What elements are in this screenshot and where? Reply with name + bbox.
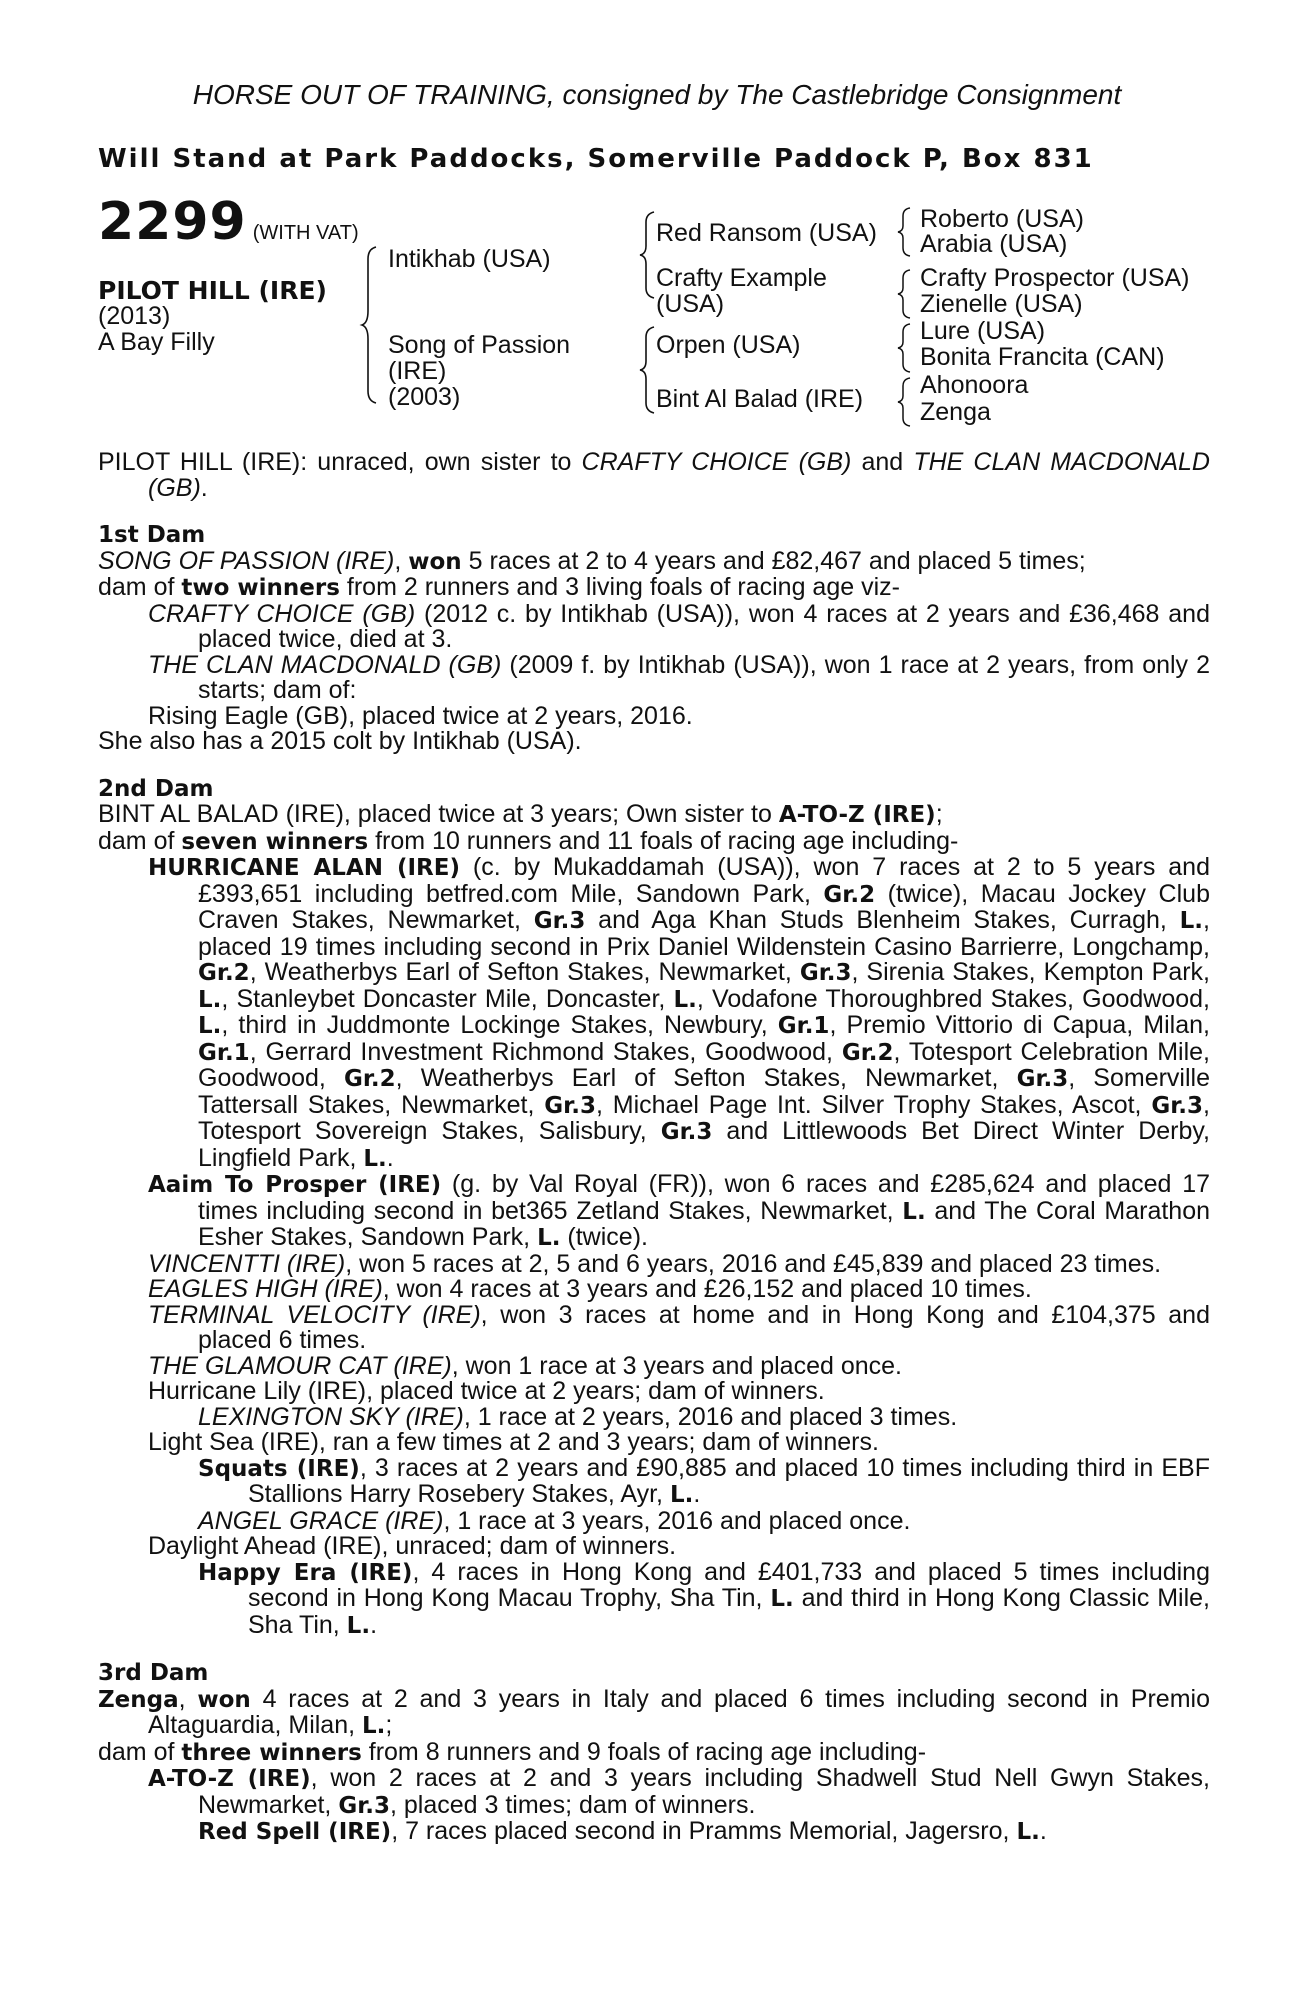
sibling-name: A-TO-Z (IRE) <box>778 802 936 828</box>
ped-sss: Roberto (USA) <box>920 205 1084 233</box>
text: , Michael Page Int. Silver Trophy Stakes, Ascot, <box>595 1090 1152 1119</box>
ped-dam-line1: Song of Passion <box>388 331 571 359</box>
text: , 7 races placed second in Pramms Memorial, Jagersro, <box>391 1817 1017 1845</box>
produce-name: CRAFTY CHOICE (GB) <box>148 599 416 628</box>
text: , won 3 races at home and in Hong Kong and £104,375 and placed 6 times. <box>198 1300 1210 1354</box>
text: 4 races at 2 and 3 years in Italy and placed 6 times including second in Premio Altaguardia, Milan, <box>148 1684 1210 1739</box>
text: BINT AL BALAD (IRE), placed twice at 3 years; Own sister to <box>98 800 779 828</box>
produce-name: A-TO-Z (IRE) <box>148 1766 311 1792</box>
first-dam-line <box>98 546 1210 576</box>
produce-record: (2012 c. by Intikhab (USA)), won 4 races at 2 years and £36,468 and placed twice, died at 3. <box>198 599 1210 653</box>
sep: , <box>178 1684 198 1713</box>
produce-entry <box>98 1300 1210 1354</box>
ped-dam-line3: (2003) <box>388 383 461 411</box>
first-dam-produce-line <box>98 575 1210 602</box>
grade: Gr.3 <box>533 908 586 934</box>
produce-name: Red Spell (IRE) <box>198 1819 392 1845</box>
text: , Sirenia Stakes, Kempton Park, <box>851 958 1210 986</box>
grade: Gr.3 <box>338 1792 390 1819</box>
text: (twice), Macau Jockey Club Craven Stakes, Newmarket, <box>198 879 1210 934</box>
grade: L. <box>198 1013 222 1039</box>
produce-entry <box>98 1819 1210 1846</box>
second-dam-heading: 2nd Dam <box>98 775 214 802</box>
grade: Gr.1 <box>198 1039 250 1066</box>
text: , Totesport Celebration Mile, Goodwood, <box>198 1037 1210 1092</box>
grade: Gr.2 <box>198 960 250 986</box>
winners-count: seven winners <box>181 828 369 855</box>
produce-entry <box>98 650 1210 704</box>
grade: L. <box>537 1225 561 1251</box>
produce-entry: Rising Eagle (GB), placed twice at 2 years, 2016. <box>148 701 693 730</box>
produce-entry <box>98 1453 1210 1509</box>
third-dam-produce-line <box>98 1737 1210 1767</box>
text: , Stanleybet Doncaster Mile, Doncaster, <box>221 984 674 1013</box>
intro-text: PILOT HILL (IRE): unraced, own sister to <box>98 448 582 476</box>
text: , Gerrard Investment Richmond Stakes, Goodwood, <box>249 1037 842 1066</box>
ped-sds: Crafty Prospector (USA) <box>920 264 1190 292</box>
intro-end: . <box>200 473 208 502</box>
grade: L. <box>669 1482 694 1508</box>
grade: Gr.2 <box>841 1039 894 1066</box>
produce-entry <box>98 855 1210 1172</box>
text: , placed 3 times; dam of winners. <box>390 1790 756 1819</box>
ped-dds: Ahonoora <box>920 371 1029 399</box>
second-dam-line <box>98 802 1210 829</box>
first-dam-name: SONG OF PASSION (IRE) <box>98 546 395 575</box>
lot-number: 2299 <box>98 192 247 252</box>
intro-sibling-2: THE CLAN MACDONALD (GB) <box>148 448 1210 502</box>
ped-sdd: Zienelle (USA) <box>920 290 1083 318</box>
text: . <box>370 1610 378 1639</box>
text: from 10 runners and 11 foals of racing age including- <box>368 826 959 855</box>
won-label: won <box>408 548 462 575</box>
produce-entry: Light Sea (IRE), ran a few times at 2 and 3 years; dam of winners. <box>148 1428 879 1456</box>
text: , won 1 race at 3 years and placed once. <box>451 1351 902 1380</box>
grade: Gr.3 <box>1151 1092 1204 1119</box>
text: . <box>693 1480 701 1508</box>
produce-entry <box>98 1351 1210 1380</box>
text: , Totesport Sovereign Stakes, Salisbury, <box>198 1090 1210 1145</box>
grade: L. <box>673 986 697 1013</box>
pedigree-brace-sd <box>898 268 914 320</box>
text: (twice). <box>560 1223 648 1251</box>
produce-entry <box>98 1277 1210 1303</box>
grade: L. <box>1016 1819 1040 1845</box>
text: , Premio Vittorio di Capua, Milan, <box>829 1011 1210 1039</box>
intro-paragraph <box>98 450 1210 501</box>
produce-name: TERMINAL VELOCITY (IRE) <box>148 1300 481 1329</box>
ped-ds: Orpen (USA) <box>656 331 801 359</box>
produce-entry: Hurricane Lily (IRE), placed twice at 2 years; dam of winners. <box>148 1377 825 1405</box>
produce-name: VINCENTTI (IRE) <box>148 1249 346 1278</box>
grade: L. <box>198 986 222 1013</box>
text: from 8 runners and 9 foals of racing age including- <box>361 1737 927 1766</box>
won-label: won <box>197 1686 251 1713</box>
third-dam-name: Zenga <box>98 1686 179 1713</box>
grade: Gr.2 <box>823 881 876 908</box>
horse-name: PILOT HILL (IRE) <box>98 276 327 305</box>
grade: L. <box>770 1586 794 1612</box>
text: and third in Hong Kong Classic Mile, Sha Tin, <box>248 1584 1210 1639</box>
ped-ddd: Zenga <box>920 398 991 426</box>
grade: L. <box>902 1198 926 1225</box>
grade: L. <box>1179 908 1204 934</box>
horse-description: A Bay Filly <box>98 328 215 356</box>
ped-sd <box>656 265 827 317</box>
pedigree-brace-ds <box>898 322 914 374</box>
intro-and: and <box>851 448 914 476</box>
grade: Gr.3 <box>799 960 852 986</box>
produce-entry <box>98 1557 1210 1640</box>
text: and Aga Khan Studs Blenheim Stakes, Curragh, <box>585 906 1180 934</box>
produce-name: Aaim To Prosper (IRE) <box>148 1172 442 1198</box>
grade: Gr.3 <box>660 1119 713 1145</box>
produce-entry <box>98 1402 1210 1431</box>
text: . <box>1039 1817 1047 1845</box>
text: and Littlewoods Bet Direct Winter Derby, Lingfield Park, <box>198 1117 1210 1172</box>
sep: , <box>394 546 409 575</box>
produce-name: ANGEL GRACE (IRE) <box>198 1506 444 1535</box>
produce-entry <box>98 1172 1210 1252</box>
produce-name: HURRICANE ALAN (IRE) <box>148 855 460 881</box>
text: , won 2 races at 2 and 3 years including Shadwell Stud Nell Gwyn Stakes, Newmarket, <box>198 1764 1210 1819</box>
ped-dss: Lure (USA) <box>920 317 1046 345</box>
grade: Gr.3 <box>1016 1066 1069 1092</box>
grade: Gr.2 <box>343 1066 396 1092</box>
text: ; <box>935 800 943 828</box>
ped-ss: Red Ransom (USA) <box>656 219 877 247</box>
text: , third in Juddmonte Lockinge Stakes, Newbury, <box>221 1011 778 1039</box>
ped-sire: Intikhab (USA) <box>388 245 551 273</box>
produce-name: THE CLAN MACDONALD (GB) <box>148 650 502 679</box>
text: (g. by Val Royal (FR)), won 6 races and £285,624 and placed 17 times including second in bet365 Zetland Stakes, Newmarket, <box>198 1170 1211 1225</box>
horse-year: (2013) <box>98 302 171 330</box>
ped-dd: Bint Al Balad (IRE) <box>656 385 864 413</box>
second-dam-produce-line <box>98 826 1210 856</box>
text: , won 4 races at 3 years and £26,152 and placed 10 times. <box>382 1275 1032 1303</box>
text: , 4 races in Hong Kong and £401,733 and placed 5 times including second in Hong Kong Macau Trophy, Sha Tin, <box>248 1557 1210 1612</box>
ped-dsd: Bonita Francita (CAN) <box>920 343 1165 371</box>
text: , 1 race at 3 years, 2016 and placed once. <box>443 1506 911 1535</box>
text: ; <box>385 1711 393 1739</box>
text: dam of <box>98 826 182 855</box>
produce-name: LEXINGTON SKY (IRE) <box>198 1402 464 1431</box>
text: from 2 runners and 3 living foals of racing age viz- <box>339 573 900 601</box>
ped-dam <box>388 332 570 410</box>
ped-sd-line2: (USA) <box>656 290 725 318</box>
ped-ssd: Arabia (USA) <box>920 230 1068 258</box>
lot-heading <box>98 192 359 252</box>
produce-entry: Daylight Ahead (IRE), unraced; dam of winners. <box>148 1532 677 1560</box>
winners-count: two winners <box>181 575 340 601</box>
text: , 3 races at 2 years and £90,885 and placed 10 times including third in EBF Stallions Harry Rosebery Stakes, Ayr, <box>248 1453 1210 1508</box>
catalogue-body <box>98 450 1210 1846</box>
text: , placed 19 times including second in Prix Daniel Wildenstein Casino Barrierre, Longchamp, <box>198 906 1210 961</box>
produce-name: Squats (IRE) <box>198 1455 360 1482</box>
grade: L. <box>363 1145 387 1172</box>
stand-location: Will Stand at Park Paddocks, Somerville Paddock P, Box 831 <box>98 144 1094 174</box>
text: dam of <box>98 1737 182 1766</box>
produce-record: (2009 f. by Intikhab (USA)), won 1 race at 2 years, from only 2 starts; dam of: <box>198 650 1210 704</box>
text: , Vodafone Thoroughbred Stakes, Goodwood, <box>696 984 1211 1013</box>
produce-entry <box>98 1249 1210 1278</box>
third-dam-line <box>98 1684 1210 1740</box>
text: (c. by Mukaddamah (USA)), won 7 races at 2 to 5 years and £393,651 including betfred.com Mile, Sandown Park, <box>198 853 1210 908</box>
produce-name: Happy Era (IRE) <box>198 1559 413 1586</box>
text: , Somerville Tattersall Stakes, Newmarket, <box>198 1064 1210 1119</box>
produce-entry <box>98 599 1210 653</box>
text: and The Coral Marathon Esher Stakes, Sandown Park, <box>198 1196 1211 1251</box>
winners-count: three winners <box>181 1739 362 1766</box>
produce-name: EAGLES HIGH (IRE) <box>148 1275 383 1303</box>
ped-dam-line2: (IRE) <box>388 357 447 385</box>
produce-entry <box>98 1506 1210 1535</box>
also-note: She also has a 2015 colt by Intikhab (USA). <box>98 727 582 755</box>
pedigree-brace-main <box>362 245 382 405</box>
text: , Weatherbys Earl of Sefton Stakes, Newmarket, <box>395 1064 1017 1092</box>
intro-sibling-1: CRAFTY CHOICE (GB) <box>581 448 852 476</box>
grade: L. <box>362 1713 386 1739</box>
grade: Gr.3 <box>544 1092 596 1119</box>
text: dam of <box>98 573 182 601</box>
produce-entry <box>98 1766 1210 1819</box>
text: . <box>386 1143 394 1172</box>
produce-name: THE GLAMOUR CAT (IRE) <box>148 1351 452 1380</box>
ped-sd-line1: Crafty Example <box>656 264 827 292</box>
first-dam-record: 5 races at 2 to 4 years and £82,467 and placed 5 times; <box>461 546 1086 575</box>
grade: Gr.1 <box>777 1013 830 1039</box>
text: , Weatherbys Earl of Sefton Stakes, Newmarket, <box>249 958 800 986</box>
text: , won 5 races at 2, 5 and 6 years, 2016 and £45,839 and placed 23 times. <box>345 1249 1162 1278</box>
first-dam-heading: 1st Dam <box>98 522 206 548</box>
pedigree-brace-ss <box>898 206 914 258</box>
text: , 1 race at 2 years, 2016 and placed 3 times. <box>463 1402 958 1431</box>
pedigree-brace-dd <box>898 376 914 428</box>
vat-note: (WITH VAT) <box>252 222 359 244</box>
consignment-header: HORSE OUT OF TRAINING, consigned by The Castlebridge Consignment <box>192 79 1122 110</box>
third-dam-heading: 3rd Dam <box>98 1660 209 1686</box>
grade: L. <box>346 1612 371 1639</box>
